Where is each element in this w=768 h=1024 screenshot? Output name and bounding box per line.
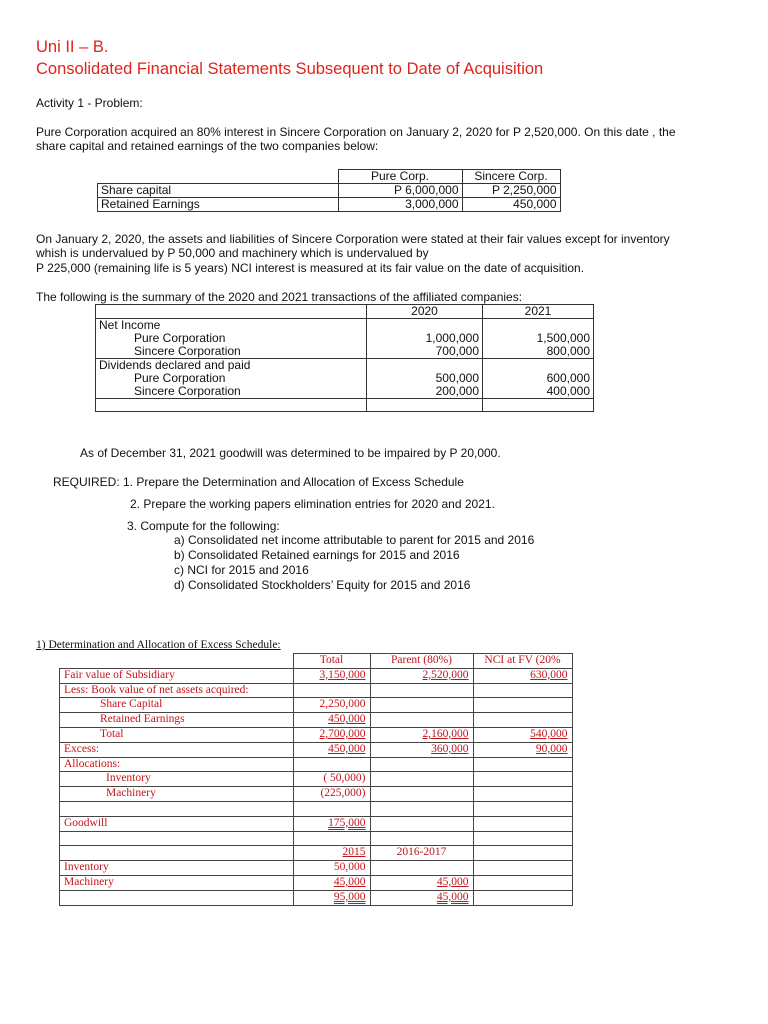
table-row <box>96 345 594 359</box>
table-row <box>98 184 561 198</box>
year-2021: 2021 <box>483 305 594 319</box>
goodwill-note: As of December 31, 2021 goodwill was determined to be impaired by P 20,000. <box>80 446 501 460</box>
header-pure: Pure Corp. <box>338 170 462 184</box>
fv-total: 3,150,000 <box>319 668 366 681</box>
value-2021: 800,000 <box>483 345 594 359</box>
inventory-label: Inventory <box>60 772 294 787</box>
equity-table <box>97 169 561 212</box>
amort-inventory-2015: 50,000 <box>293 861 370 876</box>
goodwill-total: 175,000 <box>328 816 366 829</box>
required-2: 2. Prepare the working papers elimination entries for 2020 and 2021. <box>130 497 495 511</box>
activity-label: Activity 1 - Problem: <box>36 96 143 110</box>
intro-line2: share capital and retained earnings of the two companies below: <box>36 139 379 153</box>
row-label: Sincere Corporation <box>96 345 367 359</box>
amort-machinery-2016: 45,000 <box>436 875 469 888</box>
col-total: Total <box>293 654 370 669</box>
pure-value: 3,000,000 <box>338 198 462 212</box>
value-2021: 600,000 <box>483 372 594 385</box>
blank-cell <box>98 170 339 184</box>
total-nci: 540,000 <box>530 727 568 740</box>
excess-parent: 360,000 <box>431 742 469 755</box>
row-label: Retained Earnings <box>98 198 339 212</box>
machinery-total: (225,000) <box>293 787 370 802</box>
page-title-line2: Consolidated Financial Statements Subsequent to Date of Acquisition <box>36 60 544 78</box>
row-label: Pure Corporation <box>96 332 367 345</box>
fv-note-line3: P 225,000 (remaining life is 5 years) NCI interest is measured at its fair value on the date of acquisition. <box>36 261 585 275</box>
table-row <box>60 742 573 757</box>
goodwill-label: Goodwill <box>60 816 294 831</box>
amort-machinery-2015: 45,000 <box>333 875 366 888</box>
pure-value: P 6,000,000 <box>338 184 462 198</box>
fv-nci: 630,000 <box>530 668 568 681</box>
table-row <box>60 668 573 683</box>
blank-cell <box>96 305 367 319</box>
value-2021: 1,500,000 <box>483 332 594 345</box>
value-2021: 400,000 <box>483 385 594 399</box>
total-total: 2,700,000 <box>319 727 366 740</box>
summary-intro: The following is the summary of the 2020 and 2021 transactions of the affiliated companies: <box>36 290 523 304</box>
value-2020: 200,000 <box>367 385 483 399</box>
machinery-label: Machinery <box>60 787 294 802</box>
row-label: Sincere Corporation <box>96 385 367 399</box>
sincere-value: 450,000 <box>462 198 560 212</box>
required-item-c: c) NCI for 2015 and 2016 <box>174 563 309 577</box>
excess-nci: 90,000 <box>535 742 568 755</box>
excess-total: 450,000 <box>328 742 366 755</box>
summary-table <box>95 304 594 412</box>
row-label: Share capital <box>98 184 339 198</box>
table-row <box>60 875 573 890</box>
amort-total-2015: 95,000 <box>333 890 366 903</box>
table-row <box>96 385 594 399</box>
col-nci: NCI at FV (20% <box>473 654 572 669</box>
value-2020: 1,000,000 <box>367 332 483 345</box>
amort-total-2016: 45,000 <box>436 890 469 903</box>
required-1: REQUIRED: 1. Prepare the Determination and Allocation of Excess Schedule <box>53 475 464 489</box>
fv-note-line1: On January 2, 2020, the assets and liabilities of Sincere Corporation were stated at their fair values except for inventory <box>36 232 670 246</box>
retained-total: 450,000 <box>328 713 366 726</box>
row-label: Pure Corporation <box>96 372 367 385</box>
retained-label: Retained Earnings <box>60 713 294 728</box>
excess-label: Excess: <box>60 742 294 757</box>
table-row <box>60 787 573 802</box>
sincere-value: P 2,250,000 <box>462 184 560 198</box>
dividends-label: Dividends declared and paid <box>96 359 367 373</box>
table-row <box>60 890 573 905</box>
amort-2015: 2015 <box>342 846 366 859</box>
value-2020: 700,000 <box>367 345 483 359</box>
less-book-label: Less: Book value of net assets acquired: <box>60 683 294 698</box>
fv-note-line2: whish is undervalued by P 50,000 and machinery which is undervalued by <box>36 246 429 260</box>
table-row <box>60 698 573 713</box>
excess-schedule-table <box>59 653 573 906</box>
fv-parent: 2,520,000 <box>422 668 469 681</box>
net-income-label: Net Income <box>96 319 367 333</box>
table-row <box>60 727 573 742</box>
total-label: Total <box>60 727 294 742</box>
amort-machinery-label: Machinery <box>60 875 294 890</box>
required-item-b: b) Consolidated Retained earnings for 2015 and 2016 <box>174 548 460 562</box>
required-3: 3. Compute for the following: <box>127 519 280 533</box>
header-sincere: Sincere Corp. <box>462 170 560 184</box>
required-item-a: a) Consolidated net income attributable to parent for 2015 and 2016 <box>174 533 535 547</box>
intro-line1: Pure Corporation acquired an 80% interest in Sincere Corporation on January 2, 2020 for P 2,520,000. On this date , the <box>36 125 676 139</box>
table-row <box>60 713 573 728</box>
total-parent: 2,160,000 <box>422 727 469 740</box>
fair-value-label: Fair value of Subsidiary <box>60 668 294 683</box>
inventory-total: ( 50,000) <box>293 772 370 787</box>
share-capital-total: 2,250,000 <box>293 698 370 713</box>
page-title-line1: Uni II – B. <box>36 38 109 56</box>
required-item-d: d) Consolidated Stockholders’ Equity for 2015 and 2016 <box>174 578 471 592</box>
amort-2016: 2016-2017 <box>370 846 473 861</box>
allocations-label: Allocations: <box>60 757 294 772</box>
table-row <box>60 861 573 876</box>
table-row <box>60 816 573 831</box>
col-parent: Parent (80%) <box>370 654 473 669</box>
table-row <box>98 198 561 212</box>
schedule-heading: 1) Determination and Allocation of Excess Schedule: <box>36 639 281 651</box>
table-row <box>60 772 573 787</box>
year-2020: 2020 <box>367 305 483 319</box>
value-2020: 500,000 <box>367 372 483 385</box>
share-capital-label: Share Capital <box>60 698 294 713</box>
amort-inventory-label: Inventory <box>60 861 294 876</box>
